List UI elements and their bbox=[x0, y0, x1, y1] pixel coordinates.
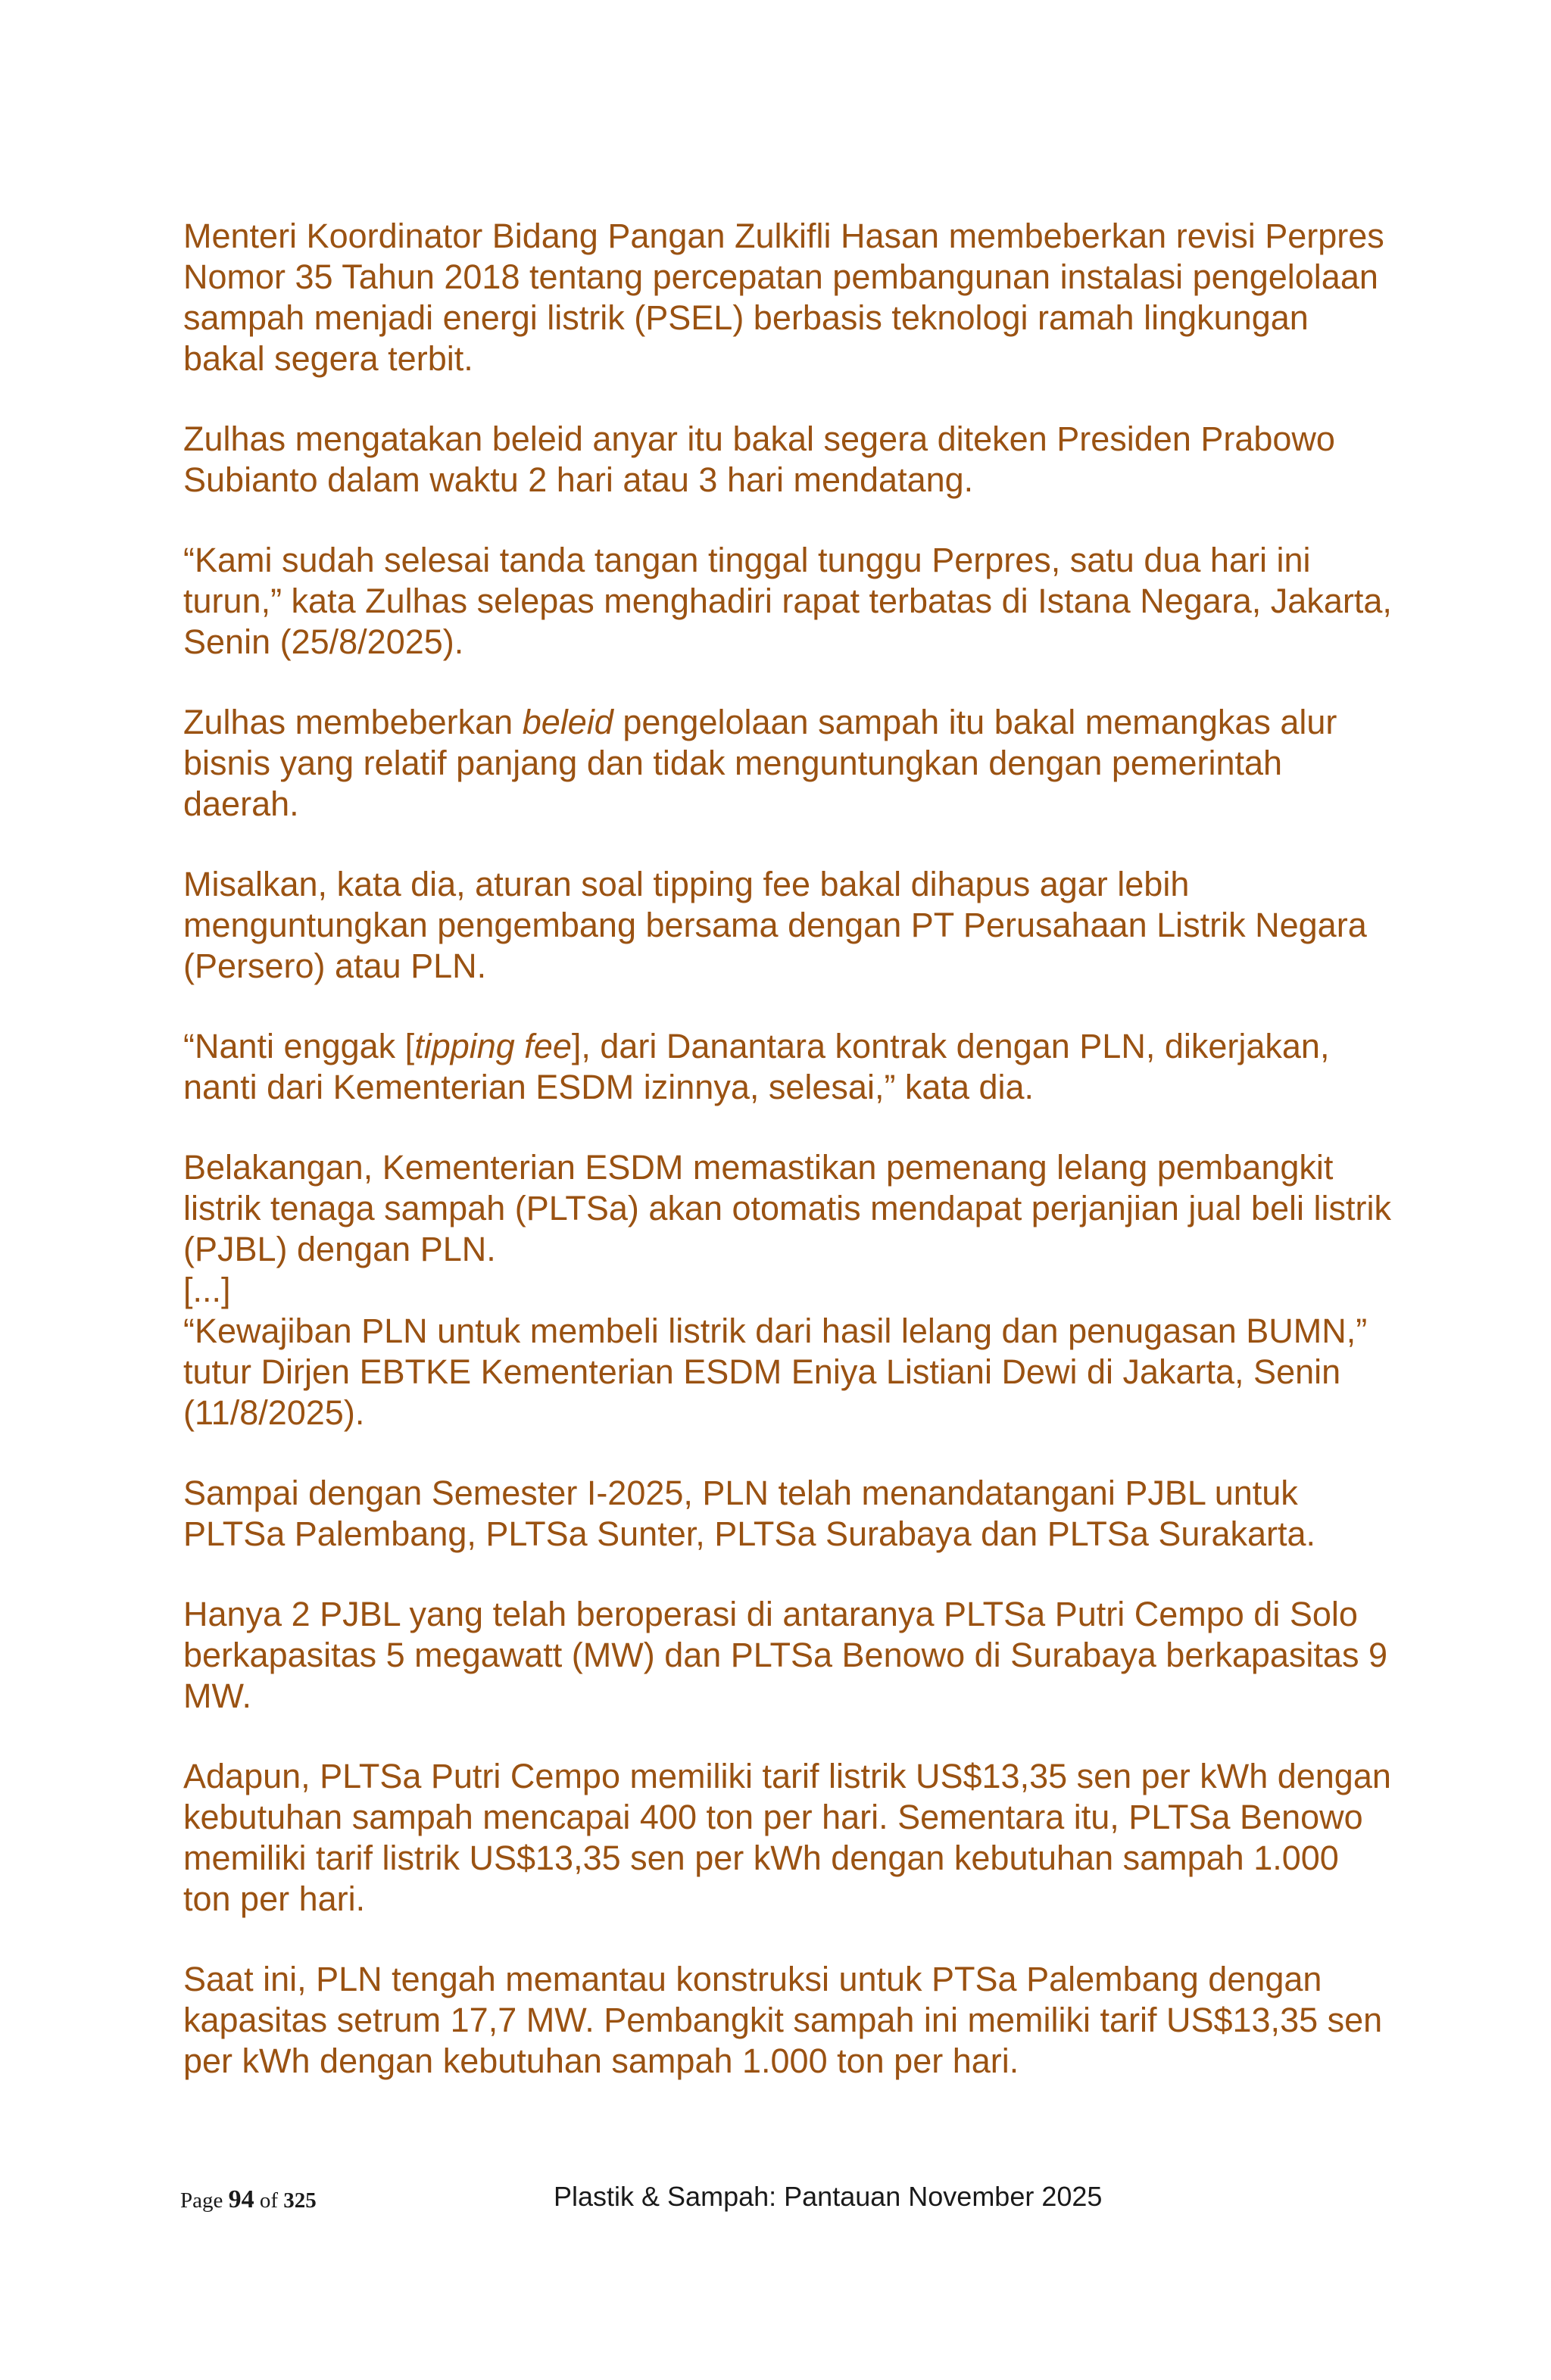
paragraph-6 bbox=[183, 1026, 1395, 1108]
paragraph-1: Menteri Koordinator Bidang Pangan Zulkifli Hasan membeberkan revisi Perpres Nomor 35 Tahun 2018 tentang percepatan pembangunan instalasi pengelolaan sampah menjadi energi listrik (PSEL) berbasis teknologi ramah lingkungan bakal segera terbit. bbox=[183, 217, 1384, 378]
paragraph-4 bbox=[183, 702, 1395, 825]
paragraph-4-italic-term: beleid bbox=[522, 703, 613, 741]
paragraph-10: Adapun, PLTSa Putri Cempo memiliki tarif listrik US$13,35 sen per kWh dengan kebutuhan sampah mencapai 400 ton per hari. Sementara itu, PLTSa Benowo memiliki tarif listrik US$13,35 sen per kWh dengan kebutuhan sampah 1.000 ton per hari. bbox=[183, 1757, 1391, 1918]
page-number bbox=[180, 2185, 317, 2214]
paragraph-6-text-start: “Nanti enggak [ bbox=[183, 1027, 415, 1065]
paragraph-6-text-end: ], dari Danantara kontrak dengan PLN, dikerjakan, nanti dari Kementerian ESDM izinnya, selesai,” kata dia. bbox=[183, 1027, 1330, 1106]
paragraph-7-line-3: “Kewajiban PLN untuk membeli listrik dari hasil lelang dan penugasan BUMN,” tutur Dirjen EBTKE Kementerian ESDM Eniya Listiani Dewi di Jakarta, Senin (11/8/2025). bbox=[183, 1312, 1368, 1432]
paragraph-9: Hanya 2 PJBL yang telah beroperasi di antaranya PLTSa Putri Cempo di Solo berkapasitas 5 megawatt (MW) dan PLTSa Benowo di Surabaya berkapasitas 9 MW. bbox=[183, 1595, 1387, 1715]
paragraph-7-line-1: Belakangan, Kementerian ESDM memastikan pemenang lelang pembangkit listrik tenaga sampah (PLTSa) akan otomatis mendapat perjanjian jual beli listrik (PJBL) dengan PLN. bbox=[183, 1148, 1391, 1268]
paragraph-6-italic-term: tipping fee bbox=[414, 1027, 572, 1065]
paragraph-5: Misalkan, kata dia, aturan soal tipping fee bakal dihapus agar lebih menguntungkan pengembang bersama dengan PT Perusahaan Listrik Negara (Persero) atau PLN. bbox=[183, 865, 1367, 985]
paragraph-4-text-end: pengelolaan sampah itu bakal memangkas alur bisnis yang relatif panjang dan tidak menguntungkan dengan pemerintah daerah. bbox=[183, 703, 1337, 823]
paragraph-8: Sampai dengan Semester I-2025, PLN telah menandatangani PJBL untuk PLTSa Palembang, PLTSa Sunter, PLTSa Surabaya dan PLTSa Surakarta. bbox=[183, 1474, 1316, 1553]
page-of: of bbox=[259, 2188, 279, 2213]
page-footer bbox=[180, 2181, 1392, 2219]
article-body bbox=[183, 216, 1395, 2121]
page-word: Page bbox=[180, 2188, 223, 2213]
paragraph-3: “Kami sudah selesai tanda tangan tinggal tunggu Perpres, satu dua hari ini turun,” kata Zulhas selepas menghadiri rapat terbatas di Istana Negara, Jakarta, Senin (25/8/2025). bbox=[183, 541, 1392, 661]
footer-title: Plastik & Sampah: Pantauan November 2025 bbox=[554, 2181, 1103, 2212]
paragraph-7-ellipsis: [...] bbox=[183, 1271, 231, 1309]
page-current: 94 bbox=[228, 2185, 254, 2213]
paragraph-11: Saat ini, PLN tengah memantau konstruksi untuk PTSa Palembang dengan kapasitas setrum 17,7 MW. Pembangkit sampah ini memiliki tarif US$13,35 sen per kWh dengan kebutuhan sampah 1.000 ton per hari. bbox=[183, 1960, 1383, 2080]
page-total: 325 bbox=[283, 2188, 317, 2213]
paragraph-2: Zulhas mengatakan beleid anyar itu bakal segera diteken Presiden Prabowo Subianto dalam waktu 2 hari atau 3 hari mendatang. bbox=[183, 420, 1335, 499]
paragraph-7 bbox=[183, 1147, 1395, 1433]
paragraph-4-text-start: Zulhas membeberkan bbox=[183, 703, 523, 741]
